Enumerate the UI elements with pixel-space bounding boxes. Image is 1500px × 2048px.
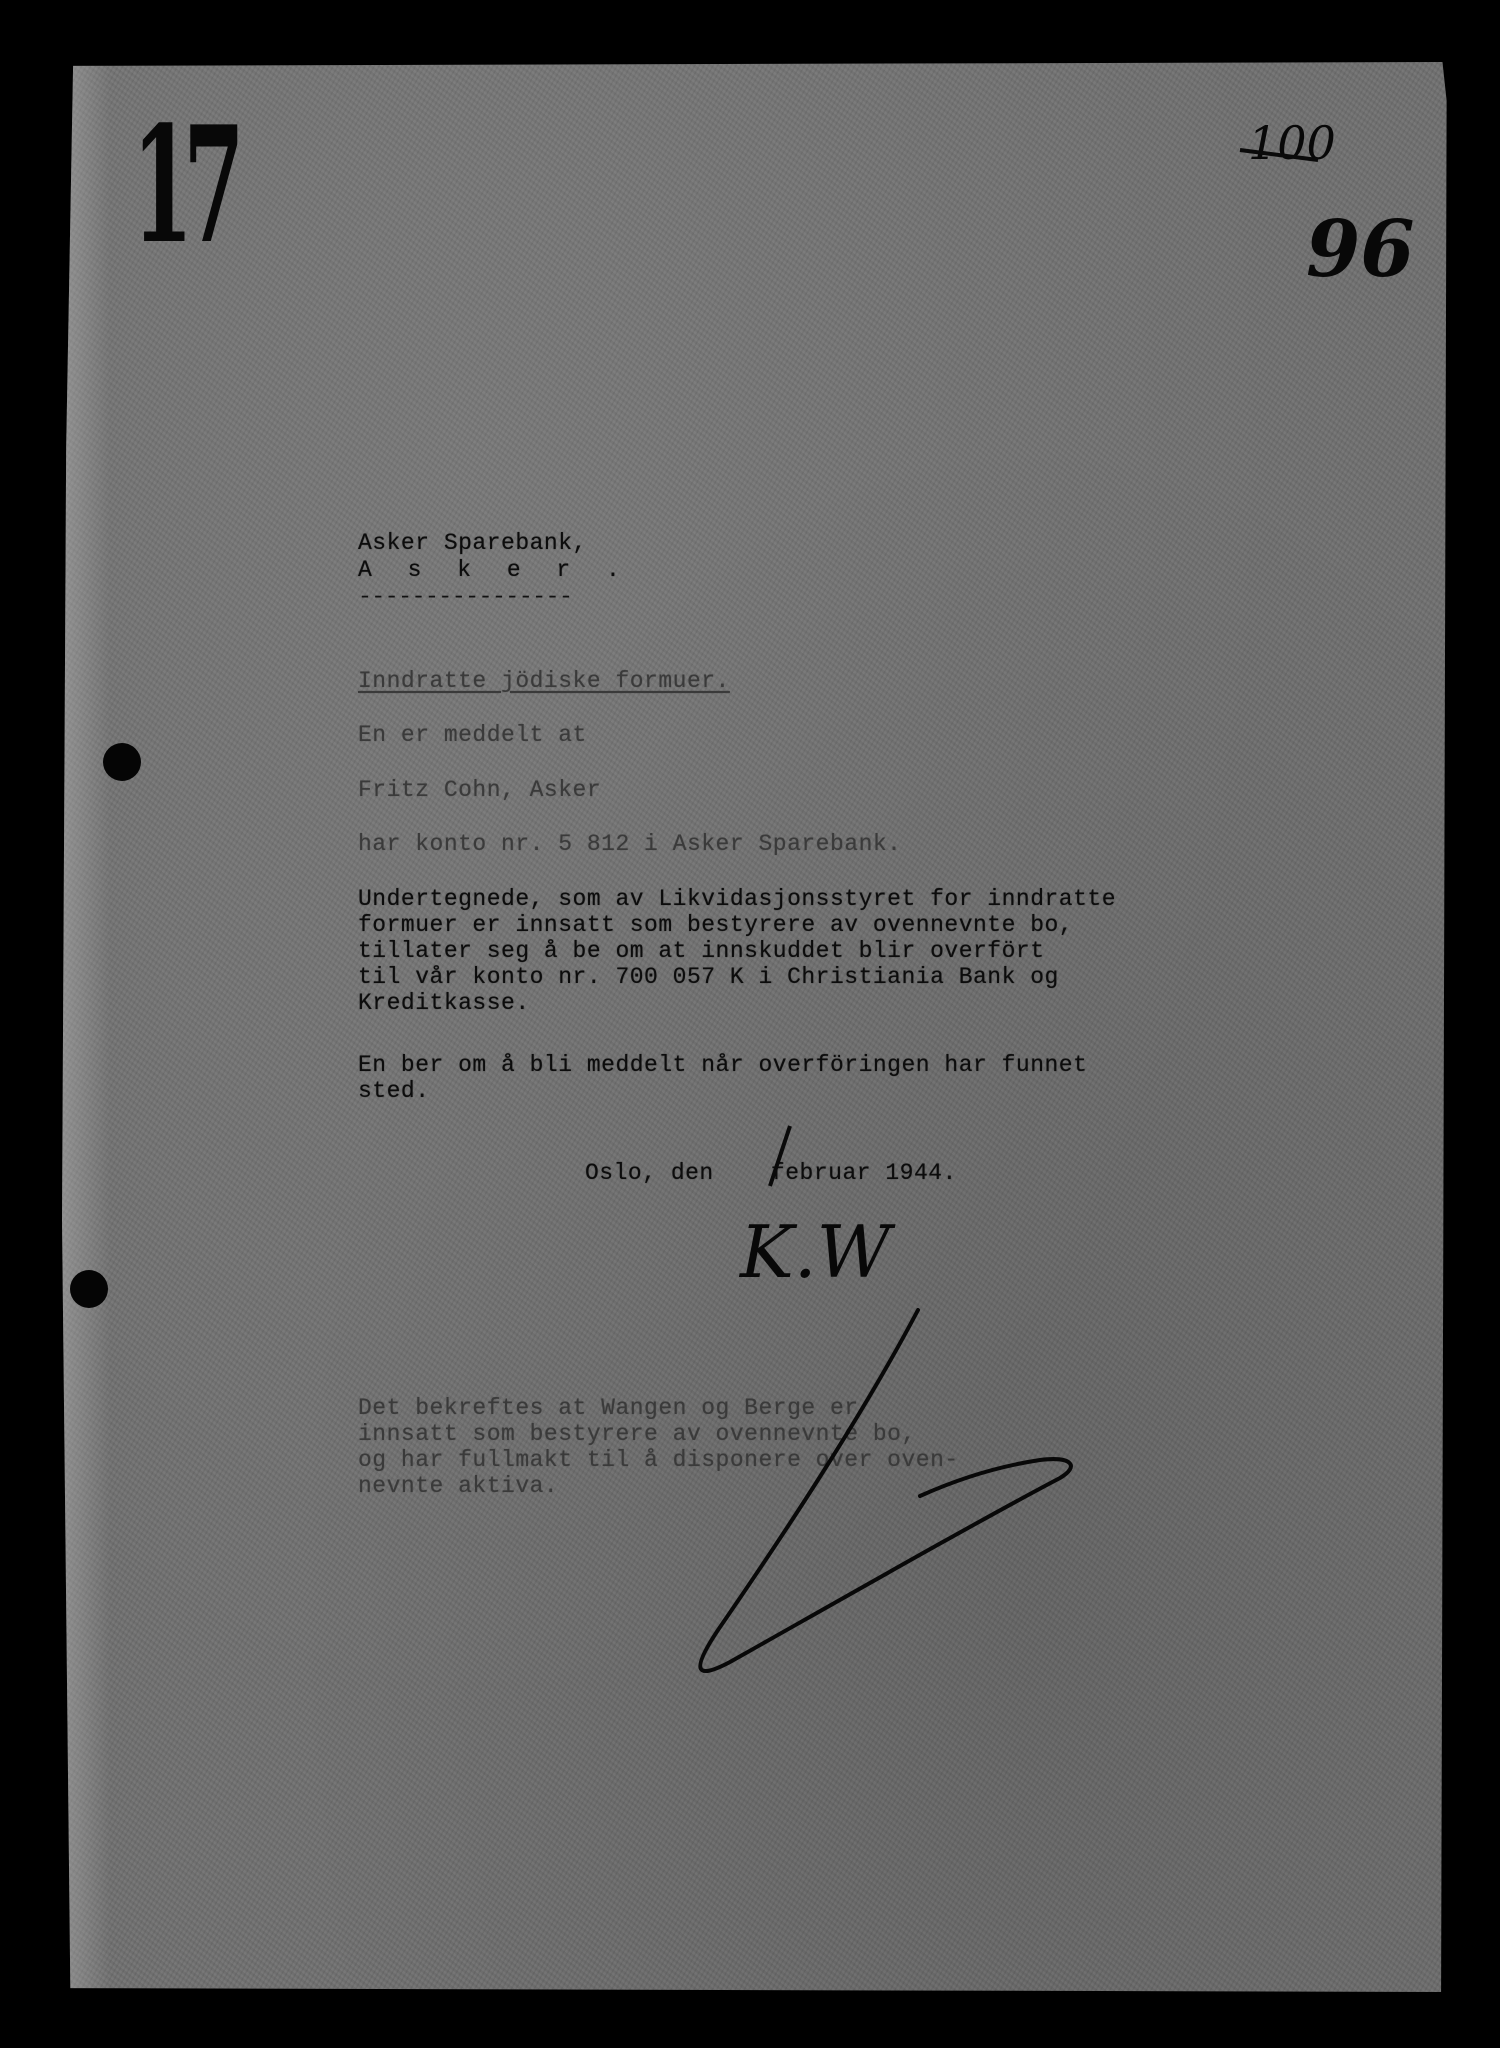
intro-line: En er meddelt at: [358, 722, 587, 748]
recipient-city: A s k e r .: [358, 557, 631, 583]
body-line: til vår konto nr. 700 057 K i Christiania Bank og: [358, 964, 1059, 990]
confirmation-line: og har fullmakt til å disponere over oven-: [358, 1447, 959, 1473]
crossed-out-number: 100: [1248, 116, 1336, 170]
request-line: sted.: [358, 1078, 430, 1104]
date-line: Oslo, den februar 1944.: [585, 1160, 957, 1186]
recipient-name: Asker Sparebank,: [358, 530, 587, 556]
punch-hole-lower: [70, 1270, 108, 1308]
body-line: formuer er innsatt som bestyrere av ovennevnte bo,: [358, 912, 1074, 938]
body-line: tillater seg å be om at innskuddet blir overfört: [358, 938, 1045, 964]
handwritten-initials: K.W: [740, 1210, 891, 1294]
body-line: Undertegnede, som av Likvidasjonsstyret for inndratte: [358, 886, 1117, 912]
confirmation-line: Det bekreftes at Wangen og Berge er: [358, 1395, 859, 1421]
punch-hole-upper: [103, 743, 141, 781]
handwritten-page-number: 96: [1306, 204, 1415, 295]
confirmation-line: innsatt som bestyrere av ovennevnte bo,: [358, 1421, 916, 1447]
body-line: Kreditkasse.: [358, 990, 530, 1016]
account-line: har konto nr. 5 812 i Asker Sparebank.: [358, 831, 902, 857]
address-underline: ----------------: [358, 584, 573, 610]
paper-sheet: [62, 62, 1448, 1992]
person-line: Fritz Cohn, Asker: [358, 777, 602, 803]
request-line: En ber om å bli meddelt når overföringen har funnet: [358, 1052, 1088, 1078]
subject-line: Inndratte jödiske formuer.: [358, 668, 730, 694]
confirmation-line: nevnte aktiva.: [358, 1473, 559, 1499]
paper-edge-strip: [62, 62, 110, 1992]
handwritten-mark-top-left: 17: [132, 91, 235, 279]
